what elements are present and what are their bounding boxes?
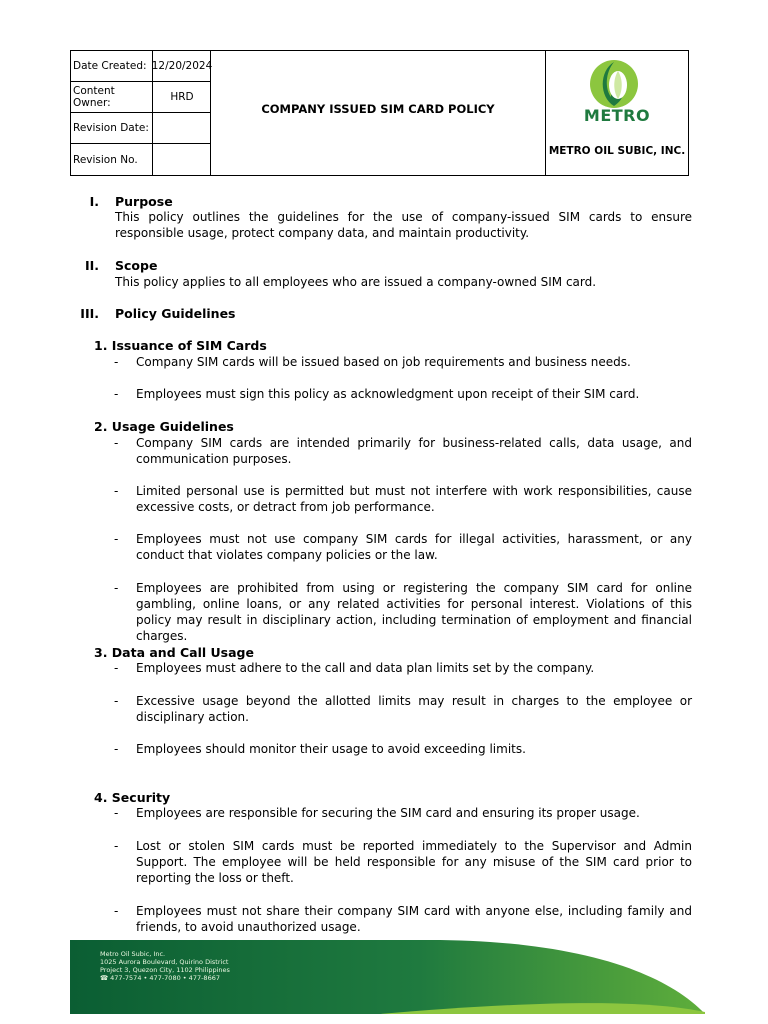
section-guidelines-heading [72,306,235,321]
list-item-text: Employees must adhere to the call and data plan limits set by the company. [136,661,595,675]
page-footer [0,936,768,1024]
list-item [114,660,692,676]
company-name: METRO OIL SUBIC, INC. [548,145,686,157]
content-owner-row [71,82,211,113]
document-header-table [70,50,689,176]
bullet-dash: - [114,532,119,546]
revision-date-row [71,113,211,144]
list-item [114,903,692,935]
date-created-row [71,51,211,82]
revision-no-value [153,144,211,175]
list-item-text: Company SIM cards will be issued based on job requirements and business needs. [136,355,631,369]
section-title: Purpose [115,194,173,209]
footer-address-line2: Project 3, Quezon City, 1102 Philippines [100,966,230,974]
list-item-text: Lost or stolen SIM cards must be reported immediately to the Supervisor and Admin Support. The employee will be held responsible for any misuse of the SIM card prior to reporting the loss or theft. [136,839,692,885]
metro-logo-icon [589,57,639,111]
section-number: III. [80,306,99,321]
list-item [114,435,692,467]
list-item-text: Employees must not use company SIM cards for illegal activities, harassment, or any conduct that violates company policies or the law. [136,532,692,562]
bullet-dash: - [114,436,119,450]
section-title: Scope [115,258,158,273]
section-purpose-heading [72,194,173,209]
bullet-dash: - [114,806,119,820]
list-item [114,354,692,370]
list-item [114,838,692,886]
list-item-text: Employees are responsible for securing the SIM card and ensuring its proper usage. [136,806,640,820]
revision-date-label: Revision Date: [71,113,153,143]
list-item-text: Employees are prohibited from using or registering the company SIM card for online gambling, online loans, or any related activities for personal interest. Violations of this policy may result in disciplinary action, including termination of employment and financial charges. [136,581,692,643]
section-scope-heading [72,258,157,273]
section-number: II. [84,258,99,273]
scope-text: This policy applies to all employees who are issued a company-owned SIM card. [115,275,597,289]
list-item [114,805,692,821]
bullet-dash: - [114,694,119,708]
list-item-text: Company SIM cards are intended primarily for business-related calls, data usage, and communication purposes. [136,436,692,466]
bullet-dash: - [114,661,119,675]
section-title: Policy Guidelines [115,306,236,321]
bullet-dash: - [114,904,119,918]
section-number: I. [89,194,99,209]
date-created-value: 12/20/2024 [151,60,213,72]
list-item [114,693,692,725]
bullet-dash: - [114,742,119,756]
list-item-text: Employees must not share their company SIM card with anyone else, including family and friends, to avoid unauthorized usage. [136,904,692,934]
content-owner-label: Content Owner: [71,82,153,112]
list-item-text: Limited personal use is permitted but must not interfere with work responsibilities, cause excessive costs, or detract from job performance. [136,484,692,514]
bullet-dash: - [114,581,119,595]
content-owner-value: HRD [170,91,194,103]
bullet-dash: - [114,839,119,853]
revision-no-row [71,144,211,175]
list-item [114,580,692,644]
revision-date-value [153,113,211,143]
purpose-text: This policy outlines the guidelines for the use of company-issued SIM cards to ensure responsible usage, protect company data, and maintain productivity. [115,210,692,240]
list-item [114,386,692,402]
bullet-dash: - [114,484,119,498]
subsection-issuance-heading: 1. Issuance of SIM Cards [94,338,267,353]
logo-wordmark: METRO [583,106,651,125]
date-created-label: Date Created: [71,51,153,81]
bullet-dash: - [114,387,119,401]
list-item [114,741,692,757]
brand-block [546,51,688,175]
document-title: COMPANY ISSUED SIM CARD POLICY [261,102,495,116]
subsection-data-call-heading: 3. Data and Call Usage [94,645,254,660]
subsection-security-heading: 4. Security [94,790,171,805]
subsection-usage-heading: 2. Usage Guidelines [94,419,234,434]
list-item-text: Excessive usage beyond the allotted limits may result in charges to the employee or disciplinary action. [136,694,692,724]
footer-address-line1: 1025 Aurora Boulevard, Quirino District [100,958,229,966]
footer-company: Metro Oil Subic, Inc. [100,950,166,958]
list-item [114,531,692,563]
list-item-text: Employees must sign this policy as acknowledgment upon receipt of their SIM card. [136,387,640,401]
header-meta-block [71,51,211,175]
list-item-text: Employees should monitor their usage to avoid exceeding limits. [136,742,526,756]
bullet-dash: - [114,355,119,369]
list-item [114,483,692,515]
footer-phone: ☎ 477-7574 • 477-7080 • 477-8667 [100,974,220,982]
revision-no-label: Revision No. [71,144,153,175]
